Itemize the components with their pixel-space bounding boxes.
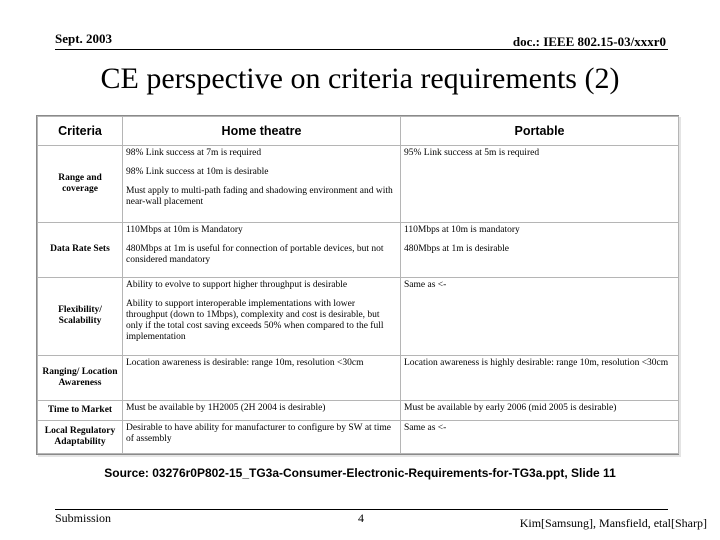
portable-cell	[401, 146, 679, 223]
home-theatre-cell	[123, 421, 401, 454]
page-number: 4	[358, 511, 364, 525]
cell-text: 98% Link success at 10m is desirable	[126, 167, 269, 177]
cell-text: 480Mbps at 1m is useful for connection of portable devices, but not considered mandatory	[126, 243, 384, 265]
cell-text: Must be available by early 2006 (mid 2005 is desirable)	[404, 402, 617, 413]
cell-text: 480Mbps at 1m is desirable	[404, 243, 510, 254]
cell-text: 95% Link success at 5m is required	[404, 148, 540, 158]
cell-text: 110Mbps at 10m is Mandatory	[126, 224, 243, 235]
table-row	[38, 400, 679, 420]
criteria-table	[37, 116, 679, 454]
table-row	[38, 146, 679, 223]
home-theatre-cell	[123, 355, 401, 400]
table-row	[38, 277, 679, 355]
portable-cell	[401, 421, 679, 454]
home-theatre-cell	[123, 277, 401, 355]
home-theatre-cell	[123, 222, 401, 277]
table-row	[38, 421, 679, 454]
portable-cell	[401, 277, 679, 355]
cell-text: 98% Link success at 7m is required	[126, 148, 262, 158]
table-header-row	[38, 117, 679, 146]
table-row	[38, 355, 679, 400]
criteria-cell: Data Rate Sets	[38, 222, 123, 277]
footer-authors: Kim[Samsung], Mansfield, etal[Sharp]	[519, 516, 707, 530]
cell-text: Must apply to multi-path fading and shadowing environment and with near-wall placement	[126, 186, 393, 207]
source-caption: Source: 03276r0P802-15_TG3a-Consumer-Electronic-Requirements-for-TG3a.ppt, Slide 11	[104, 466, 616, 480]
criteria-cell: Range and coverage	[38, 146, 123, 223]
home-theatre-cell	[123, 146, 401, 223]
cell-text: Same as <-	[404, 423, 447, 434]
column-header: Portable	[401, 117, 679, 146]
header-doc-id: doc.: IEEE 802.15-03/xxxr0	[512, 34, 666, 49]
criteria-table-container	[36, 115, 679, 455]
column-header: Home theatre	[123, 117, 401, 146]
home-theatre-cell	[123, 400, 401, 420]
cell-text: Same as <-	[404, 279, 447, 290]
slide-title: CE perspective on criteria requirements (2)	[100, 62, 620, 95]
criteria-cell: Ranging/ Location Awareness	[38, 355, 123, 400]
cell-text: Ability to support interoperable implementations with lower throughput (down to 1Mbps), complexity and cost is desirable, but only if the total cost saving exceeds 50% when compared to the full implementation	[126, 298, 384, 342]
table-row	[38, 222, 679, 277]
cell-text: Ability to evolve to support higher throughput is desirable	[126, 279, 348, 290]
header-date: Sept. 2003	[55, 31, 113, 46]
cell-text: Location awareness is highly desirable: range 10m, resolution <30cm	[404, 357, 669, 368]
cell-text: Must be available by 1H2005 (2H 2004 is desirable)	[126, 402, 326, 413]
cell-text: Location awareness is desirable: range 10m, resolution <30cm	[126, 357, 364, 368]
criteria-cell: Time to Market	[38, 400, 123, 420]
column-header: Criteria	[38, 117, 123, 146]
footer-submission: Submission	[55, 511, 112, 525]
footer-divider	[55, 509, 668, 510]
criteria-cell: Flexibility/ Scalability	[38, 277, 123, 355]
portable-cell	[401, 222, 679, 277]
portable-cell	[401, 400, 679, 420]
cell-text: 110Mbps at 10m is mandatory	[404, 224, 520, 235]
portable-cell	[401, 355, 679, 400]
criteria-cell: Local Regulatory Adaptability	[38, 421, 123, 454]
cell-text: Desirable to have ability for manufacturer to configure by SW at time of assembly	[126, 423, 391, 445]
header-divider	[55, 49, 668, 50]
